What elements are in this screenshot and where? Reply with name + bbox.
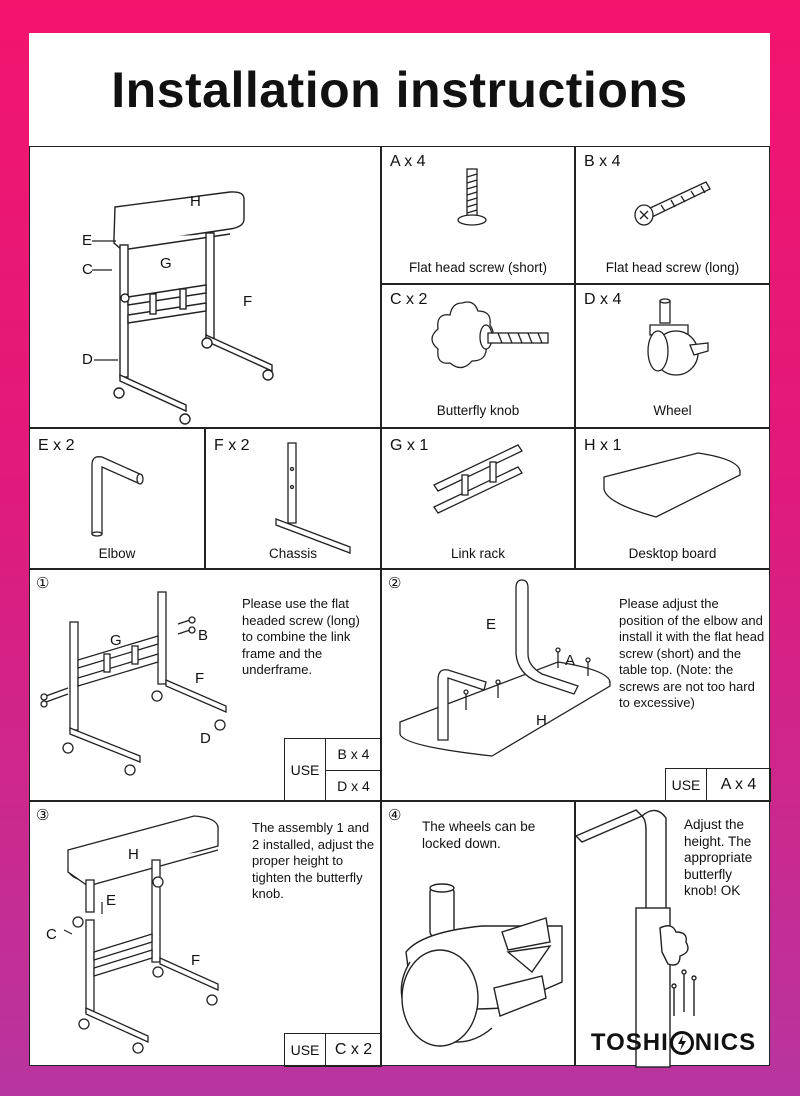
part-name: Wheel [653,403,692,418]
use-item: A x 4 [720,776,757,793]
step-number: ② [388,575,402,592]
instruction-grid [29,146,770,1066]
step-instruction: The wheels can be locked down. [422,819,536,851]
label-d: D [82,351,93,368]
part-c [381,284,575,428]
step-4-panel [381,801,575,1066]
label-a: A [565,652,576,669]
part-name: Link rack [450,546,506,561]
table-overview-drawing [30,147,382,429]
part-name: Butterfly knob [436,403,520,418]
part-qty: B x 4 [584,153,621,170]
step-instruction: Please adjust the position of the elbow and install it with the flat head screw (short) and the table top. (Note: the screws are not too hard to excessive) [619,596,765,710]
use-label: USE [285,739,326,801]
use-box [284,1033,382,1067]
page-title: Installation instructions [111,61,688,118]
step-1-panel [29,569,381,801]
part-qty: C x 2 [390,291,428,308]
part-qty: F x 2 [214,437,250,454]
brand-logo [576,1029,771,1057]
label-g: G [110,632,122,649]
label-f: F [195,670,205,687]
use-box [284,738,382,802]
part-name: Elbow [98,546,136,561]
label-c: C [82,261,93,278]
part-name: Chassis [268,546,317,561]
label-b: B [198,627,209,644]
use-item: D x 4 [337,777,370,794]
label-h: H [190,193,201,210]
part-h [575,428,770,569]
label-f: F [243,293,253,310]
part-qty: H x 1 [584,437,622,454]
part-qty: E x 2 [38,437,75,454]
use-label: USE [666,769,707,801]
part-f [205,428,381,569]
part-name: Flat head screw (short) [408,260,548,275]
part-qty: G x 1 [390,437,429,454]
height-panel [575,801,770,1066]
label-g: G [160,255,172,272]
part-qty: D x 4 [584,291,622,308]
part-name: Flat head screw (long) [605,260,740,275]
part-e [29,428,205,569]
step-instruction: The assembly 1 and 2 installed, adjust the proper height to tighten the butterfly knob. [252,820,375,901]
step-instruction: Please use the flat headed screw (long) to combine the link frame and the underframe. [242,596,360,677]
step-2-panel [381,569,770,801]
label-e: E [486,616,497,633]
brand-text-right: NICS [694,1029,757,1056]
part-d [575,284,770,428]
label-h: H [128,846,139,863]
step-number: ③ [36,807,50,824]
use-item: C x 2 [334,1041,373,1058]
label-e: E [106,892,117,909]
use-label: USE [285,1034,326,1066]
label-f: F [191,952,201,969]
label-h: H [536,712,547,729]
overview-panel [29,146,381,428]
part-name: Desktop board [628,546,717,561]
use-item: B x 4 [326,739,381,771]
step-number: ④ [388,807,402,824]
step-number: ① [36,575,50,592]
part-qty: A x 4 [390,153,426,170]
label-d: D [200,730,211,747]
wheel-lock-drawing [382,802,576,1067]
part-g [381,428,575,569]
use-box [665,768,771,802]
use-items [326,739,381,801]
label-c: C [46,926,57,943]
height-note: Adjust the height. The appropriate butterfly knob! OK [684,817,753,898]
part-b [575,146,770,284]
brand-text-left: TOSHI [590,1029,669,1056]
bolt-icon [670,1031,694,1055]
label-e: E [82,232,93,249]
step-3-panel [29,801,381,1066]
instruction-sheet [29,33,770,1066]
part-a [381,146,575,284]
